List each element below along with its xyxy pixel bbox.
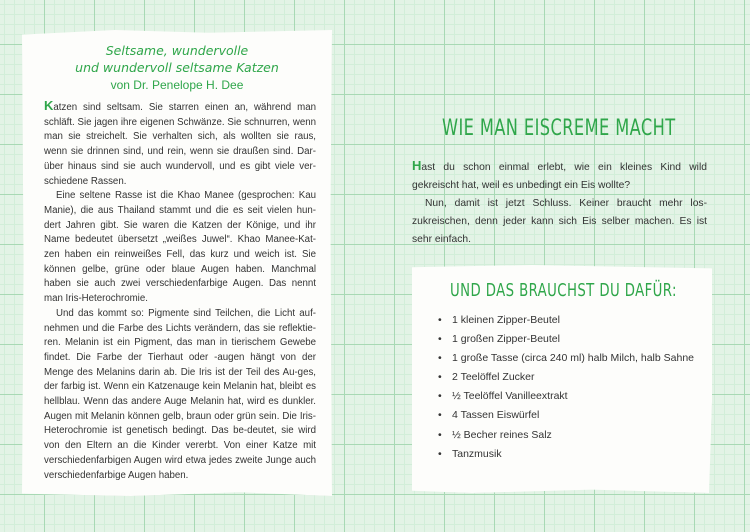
icecream-intro-paragraph-2: Nun, damit ist jetzt Schluss. Keiner braucht mehr los-zukreischen, denn jeder kann sich Eis selber machen. Es ist sehr einfach. bbox=[412, 198, 707, 245]
ingredient-item: • ½ Teelöffel Vanilleextrakt bbox=[438, 389, 708, 404]
ingredient-item: • 4 Tassen Eiswürfel bbox=[438, 408, 708, 423]
cat-article-paragraph-1 bbox=[44, 99, 316, 189]
icecream-heading: WIE MAN EISCREME MACHT bbox=[442, 116, 676, 141]
ingredient-item: • 2 Teelöffel Zucker bbox=[438, 370, 708, 385]
cat-article-paragraph-3: Und das kommt so: Pigmente sind Teilchen, die Licht auf-nehmen und die Farbe des Lichts verändern, das sie reflektie-ren. Melanin ist ein Pigment, das man in tierischem Gewebe findet. Die Farbe der Tierhaut oder -augen hängt von der Menge des Melanins darin ab. Die Iris ist der Teil des Au-ges, der farbig ist. Wenn ein Katzenauge kein Melanin hat, bleibt es hellblau. Wenn das andere Auge Melanin hat, wird es dunkler. Augen mit Melanin können gelb, braun oder grün sein. Die Iris-Heterochromie ist genetisch bedingt. Das be-deutet, sie wird von den Eltern an die Kinder vererbt. Von einer Katze mit verschiedenfarbigen Augen wird etwa jedes zweite Junge auch verschiedenfarbige Augen haben. bbox=[44, 307, 316, 481]
cat-article-title-line2: und wundervoll seltsame Katzen bbox=[75, 60, 279, 75]
ingredient-item: • 1 kleinen Zipper-Beutel bbox=[438, 313, 708, 328]
icecream-intro-paragraph-1 bbox=[412, 157, 707, 195]
cat-article-dropcap: K bbox=[44, 98, 54, 113]
cat-article-header bbox=[22, 42, 332, 94]
icecream-intro-dropcap: H bbox=[412, 158, 422, 173]
ingredient-item: • 1 großen Zipper-Beutel bbox=[438, 332, 708, 347]
ingredients-list bbox=[438, 313, 708, 466]
ingredient-item: • 1 große Tasse (circa 240 ml) halb Milch, halb Sahne bbox=[438, 351, 708, 366]
cat-article-author: von Dr. Penelope H. Dee bbox=[110, 78, 244, 92]
ingredient-item: • ½ Becher reines Salz bbox=[438, 428, 708, 443]
cat-article-paragraph-1-text: atzen sind seltsam. Sie starren einen an, während man schläft. Sie jagen ihre eigenen Schwänze. Sie schnurren, wenn man sie streichelt. Sie verhalten sich, als wollten sie raus, wenn sie drinnen sind, und rein, wenn sie draußen sind. Dar-über hinaus sind sie auch wundervoll, und es gibt viele ver-schiedene Rassen. bbox=[44, 102, 316, 187]
ingredients-heading: UND DAS BRAUCHST DU DAFÜR: bbox=[450, 280, 677, 301]
icecream-intro bbox=[412, 157, 707, 249]
cat-article-paragraph-2: Eine seltene Rasse ist die Khao Manee (gesprochen: Kau Manie), die aus Thailand stammt und die es seit vielen hun-dert Jahren gibt. Sie waren die Katzen der Könige, und ihr Name bedeutet übersetzt „weißes Juwel“. Khao Manee-Kat-zen haben ein reinweißes Fell, das kurz und weich ist. Sie können gelbe, grüne oder blaue Augen haben. Manchmal haben sie auch zwei verschiedenfarbige Augen. Das nennt man Iris-Heterochromie. bbox=[44, 190, 316, 305]
icecream-intro-paragraph-1-text: ast du schon einmal erlebt, wie ein kleines Kind wild gekreischt hat, weil es unbedingt ein Eis wollte? bbox=[412, 162, 707, 191]
cat-article-title-line1: Seltsame, wundervolle bbox=[105, 43, 249, 58]
cat-article-body bbox=[44, 99, 316, 483]
ingredient-item: • Tanzmusik bbox=[438, 447, 708, 462]
